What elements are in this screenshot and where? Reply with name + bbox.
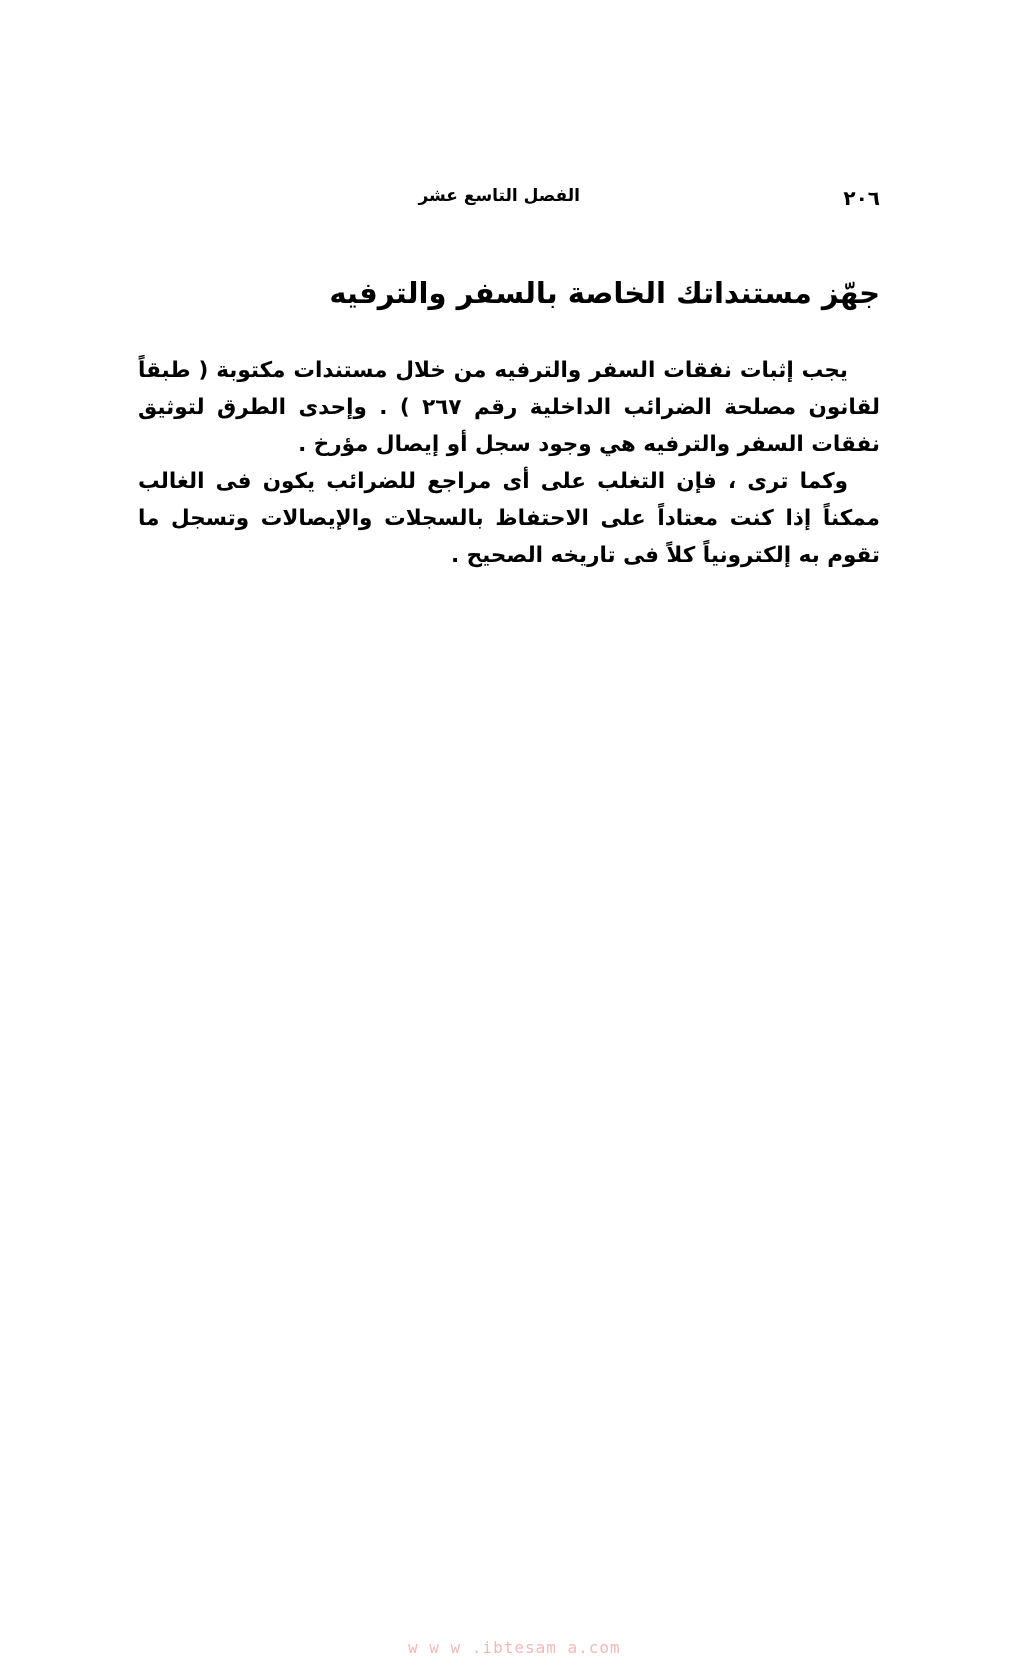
running-header bbox=[140, 186, 880, 218]
paragraph: وكما ترى ، فإن التغلب على أى مراجع للضرائب يكون فى الغالب ممكناً إذا كنت معتاداً على الاحتفاظ بالسجلات والإيصالات وتسجل ما تقوم به إلكترونياً كلاً فى تاريخه الصحيح . bbox=[138, 469, 880, 568]
watermark: w w w .ibtesam a.com bbox=[408, 1638, 621, 1657]
body-text bbox=[138, 352, 880, 574]
paragraph: يجب إثبات نفقات السفر والترفيه من خلال مستندات مكتوبة ( طبقاً لقانون مصلحة الضرائب الداخلية رقم ٢٦٧ ) . وإحدى الطرق لتوثيق نفقات السفر والترفيه هي وجود سجل أو إيصال مؤرخ . bbox=[138, 358, 880, 457]
page-number: ٢٠٦ bbox=[843, 186, 880, 210]
section-heading: جهّز مستنداتك الخاصة بالسفر والترفيه bbox=[329, 276, 880, 310]
chapter-title: الفصل التاسع عشر bbox=[418, 186, 580, 206]
